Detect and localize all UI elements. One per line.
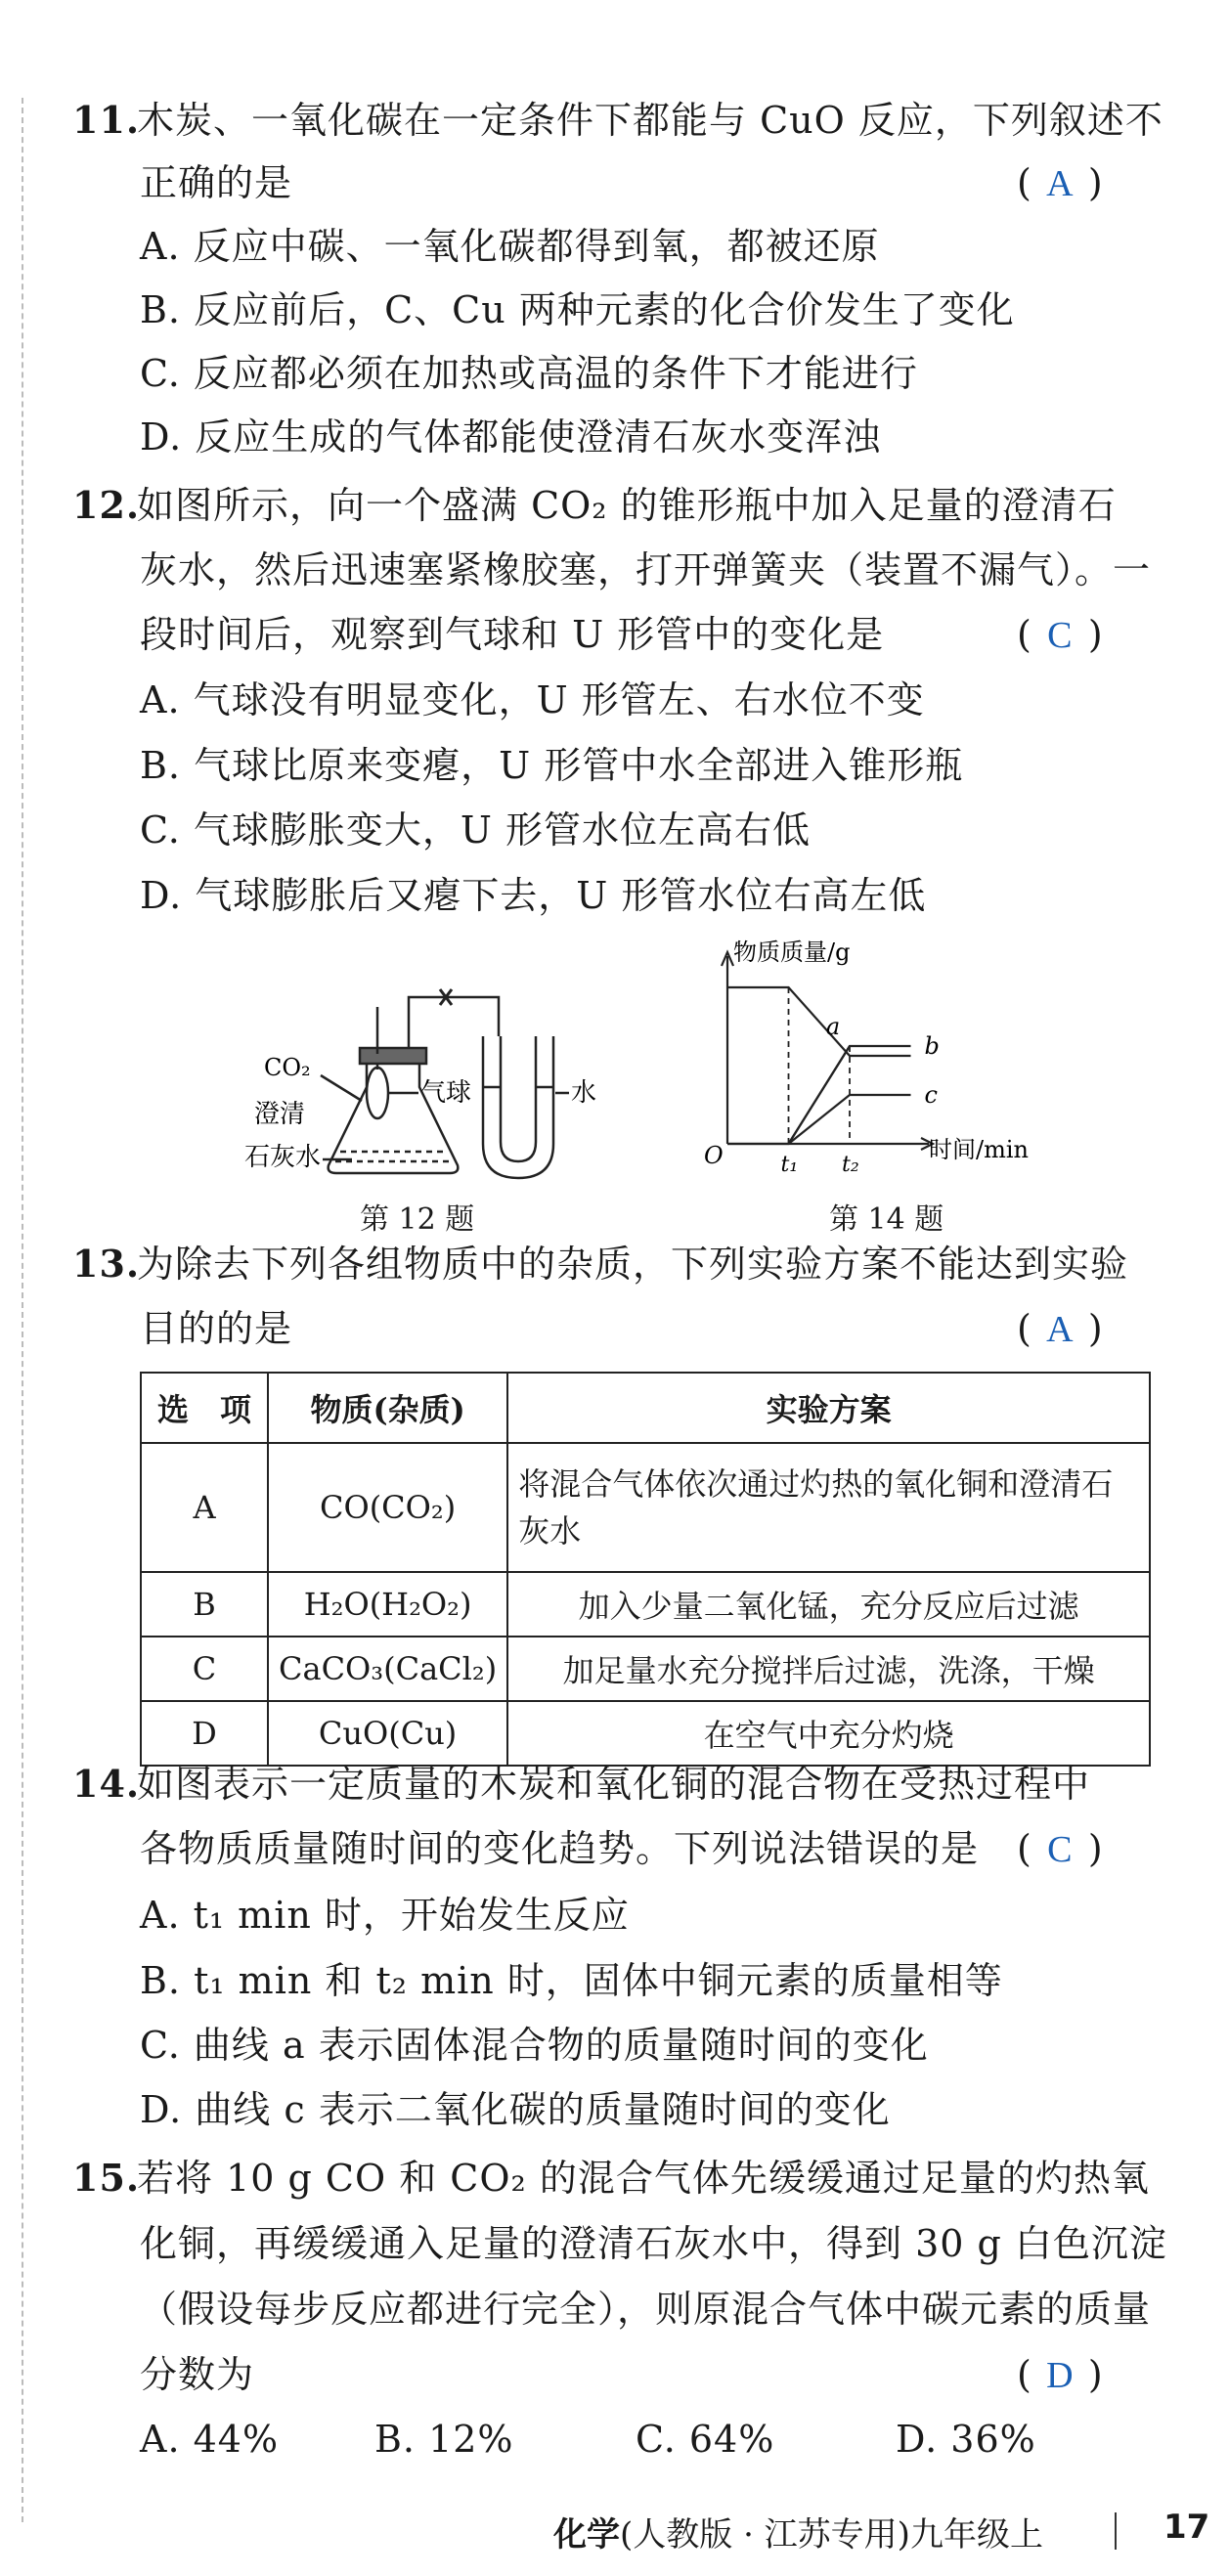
q13-number: 13. [72, 1242, 141, 1286]
q15-option-b: B. 12% [374, 2418, 514, 2461]
rubber-stopper [360, 1048, 426, 1064]
q12-stem-line2: 灰水，然后迅速塞紧橡胶塞，打开弹簧夹（装置不漏气）。一 [140, 548, 1152, 591]
q11-option-d: D. 反应生成的气体都能使澄清石灰水变浑浊 [140, 415, 882, 458]
q13-stem-line1: 13.为除去下列各组物质中的杂质，下列实验方案不能达到实验 [72, 1240, 1128, 1288]
q14-option-c: C. 曲线 a 表示固体混合物的质量随时间的变化 [140, 2024, 929, 2067]
q13-answer: A [1046, 1309, 1074, 1350]
q14-answer: C [1047, 1829, 1073, 1870]
margin-rule [22, 98, 23, 2522]
header-substance: 物质(杂质) [268, 1373, 507, 1443]
fig14-ylabel: 物质质量/g [733, 939, 851, 966]
q13-answer-bracket: ( A ) [1017, 1304, 1103, 1354]
q15-stem-line1: 15.若将 10 g CO 和 CO₂ 的混合气体先缓缓通过足量的灼热氧 [72, 2154, 1150, 2203]
table-header-row [141, 1373, 1150, 1443]
q15-option-a: A. 44% [140, 2418, 280, 2461]
q12-option-c: C. 气球膨胀变大，U 形管水位左高右低 [140, 808, 811, 851]
fig14-caption: 第 14 题 [829, 1202, 944, 1237]
q14-answer-bracket: ( C ) [1017, 1824, 1103, 1874]
fig12-label-balloon: 气球 [420, 1078, 472, 1108]
q11-option-a: A. 反应中碳、一氧化碳都得到氧，都被还原 [140, 225, 880, 268]
q14-option-d: D. 曲线 c 表示二氧化碳的质量随时间的变化 [140, 2088, 891, 2131]
fig12-apparatus [244, 978, 636, 1193]
fig12-label-limewater-2: 石灰水 [244, 1143, 322, 1172]
q11-number: 11. [72, 98, 141, 142]
q11-option-c: C. 反应都必须在加热或高温的条件下才能进行 [140, 352, 918, 395]
q11-option-b: B. 反应前后，C、Cu 两种元素的化合价发生了变化 [140, 288, 1015, 331]
fig14-tick-t1: t₁ [780, 1153, 799, 1173]
fig14-tick-t2: t₂ [842, 1153, 859, 1173]
q14-stem-line2: 各物质质量随时间的变化趋势。下列说法错误的是 [140, 1827, 980, 1870]
fig14-curve-a-label: a [825, 1013, 841, 1040]
q13-stem-line2: 目的的是 [140, 1307, 293, 1350]
q15-answer-bracket: ( D ) [1017, 2350, 1103, 2400]
q15-stem-line2: 化铜，再缓缓通入足量的澄清石灰水中，得到 30 g 白色沉淀 [140, 2222, 1167, 2265]
q12-option-a: A. 气球没有明显变化，U 形管左、右水位不变 [140, 678, 925, 721]
header-plan: 实验方案 [507, 1373, 1150, 1443]
q11-answer: A [1046, 163, 1074, 204]
table-row: A CO(CO₂) 将混合气体依次通过灼热的氧化铜和澄清石灰水 [141, 1443, 1150, 1572]
footer-divider [1115, 2512, 1117, 2550]
q11-answer-bracket: ( A ) [1017, 158, 1103, 208]
footer-book-title [553, 2508, 1043, 2555]
u-tube-inner [501, 1036, 536, 1161]
fig14-chart [704, 939, 1075, 1173]
q12-answer-bracket: ( C ) [1017, 610, 1103, 660]
q11-stem-line2: 正确的是 [140, 161, 293, 204]
footer-edition: (人教版 · 江苏专用)九年级上 [620, 2515, 1043, 2554]
footer-subject: 化学 [553, 2515, 620, 2554]
q11-stem-line1: 11.木炭、一氧化碳在一定条件下都能与 CuO 反应，下列叙述不 [72, 96, 1163, 145]
q14-option-a: A. t₁ min 时，开始发生反应 [140, 1894, 630, 1937]
q14-number: 14. [72, 1762, 141, 1806]
connecting-tube [409, 997, 499, 1048]
u-tube-outer [483, 1036, 553, 1178]
q12-answer: C [1047, 615, 1073, 656]
q15-number: 15. [72, 2156, 141, 2200]
balloon-shape [367, 1068, 388, 1118]
table-row: D CuO(Cu) 在空气中充分灼烧 [141, 1701, 1150, 1766]
q15-option-c: C. 64% [636, 2418, 775, 2461]
q12-stem-line1: 12.如图所示，向一个盛满 CO₂ 的锥形瓶中加入足量的澄清石 [72, 481, 1117, 530]
fig14-xlabel: 时间/min [929, 1136, 1029, 1163]
q15-option-d: D. 36% [896, 2418, 1036, 2461]
q14-option-b: B. t₁ min 和 t₂ min 时，固体中铜元素的质量相等 [140, 1959, 1003, 2002]
q12-option-b: B. 气球比原来变瘪，U 形管中水全部进入锥形瓶 [140, 744, 964, 787]
q14-stem-line1: 14.如图表示一定质量的木炭和氧化铜的混合物在受热过程中 [72, 1760, 1090, 1809]
page-number: 17 [1163, 2508, 1210, 2547]
q15-answer: D [1046, 2355, 1074, 2396]
table-row: C CaCO₃(CaCl₂) 加足量水充分搅拌后过滤，洗涤，干燥 [141, 1637, 1150, 1701]
q15-stem-line3: （假设每步反应都进行完全），则原混合气体中碳元素的质量 [140, 2288, 1152, 2331]
fig14-curve-b-label: b [924, 1032, 940, 1060]
q12-option-d: D. 气球膨胀后又瘪下去，U 形管水位右高左低 [140, 874, 927, 917]
fig12-label-water: 水 [571, 1078, 597, 1108]
fig12-label-co2: CO₂ [264, 1054, 311, 1081]
table-row: B H₂O(H₂O₂) 加入少量二氧化锰，充分反应后过滤 [141, 1572, 1150, 1637]
q13-options-table [140, 1372, 1151, 1767]
q12-number: 12. [72, 483, 141, 527]
fig12-label-limewater-1: 澄清 [254, 1100, 306, 1129]
q15-stem-line4: 分数为 [140, 2353, 255, 2396]
fig14-curve-c-label: c [924, 1081, 938, 1109]
header-option: 选 项 [141, 1373, 268, 1443]
fig12-caption: 第 12 题 [360, 1202, 475, 1237]
q12-stem-line3: 段时间后，观察到气球和 U 形管中的变化是 [140, 613, 885, 656]
fig14-origin: O [704, 1142, 724, 1169]
